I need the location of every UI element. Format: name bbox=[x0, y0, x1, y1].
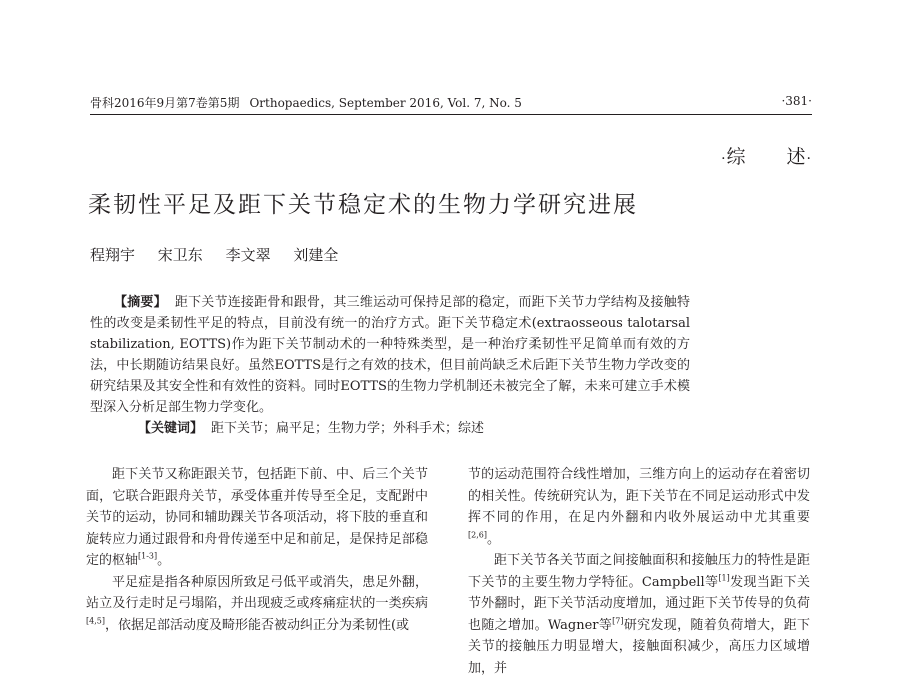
body-column-left bbox=[86, 464, 428, 636]
section-dot-left: · bbox=[721, 151, 727, 167]
citation-ref: [7] bbox=[612, 616, 624, 626]
keywords-text: 距下关节；扁平足；生物力学；外科手术；综述 bbox=[211, 421, 485, 436]
body-column-right bbox=[468, 464, 810, 679]
paragraph-text: 距下关节各关节面之间接触面积和接触压力的特性是距下关节的主要生物力学特征。Campbell等 bbox=[468, 553, 810, 590]
paragraph-text: 。 bbox=[486, 531, 500, 547]
page-number: ·381· bbox=[781, 94, 812, 108]
body-paragraph bbox=[468, 464, 810, 550]
author: 宋卫东 bbox=[157, 246, 203, 264]
keywords-label: 【关键词】 bbox=[138, 421, 204, 436]
body-paragraph bbox=[468, 550, 810, 679]
paragraph-text: 发现当距下关节外翻时，距下关节活动度增加，通过距下关节传导的负荷也随之增加。Wagner等 bbox=[468, 574, 810, 633]
paragraph-text: 平足症是指各种原因所致足弓低平或消失，患足外翻，站立及行走时足弓塌陷，并出现疲乏或疼痛症状的一类疾病 bbox=[86, 574, 428, 611]
author-list bbox=[90, 244, 356, 265]
section-label-first: 综 bbox=[726, 146, 747, 168]
body-paragraph bbox=[86, 572, 428, 637]
abstract-paragraph bbox=[90, 292, 690, 418]
citation-ref: [1-3] bbox=[138, 551, 158, 561]
paragraph-text: 。 bbox=[157, 553, 171, 568]
paragraph-text: 节的运动范围符合线性增加，三维方向上的运动存在着密切的相关性。传统研究认为，距下关节在不同足运动形式中发挥不同的作用，在足内外翻和内收外展运动中尤其重要 bbox=[468, 467, 810, 525]
journal-name-en: Orthopaedics, September 2016, Vol. 7, No. 5 bbox=[249, 96, 522, 110]
abstract-text: 距下关节连接距骨和跟骨，其三维运动可保持足部的稳定，而距下关节力学结构及接触特性的改变是柔韧性平足的特点，目前没有统一的治疗方式。距下关节稳定术(extraosseous talotarsal stabilization, EOTTS)作为距下关节制动术的一种特殊类型，是一种治疗柔韧性平足简单而有效的方法，中长期随访结果良好。虽然EOTTS是行之有效的技术，但目前尚缺乏术后距下关节生物力学改变的研究结果及其安全性和有效性的资料。同时EOTTS的生物力学机制还未被完全了解，未来可建立手术模型深入分析足部生物力学变化。 bbox=[90, 295, 690, 415]
citation-ref: [4,5] bbox=[86, 616, 105, 626]
section-label-second: 述 bbox=[786, 146, 807, 168]
section-label bbox=[721, 142, 812, 169]
body-paragraph bbox=[86, 464, 428, 572]
paragraph-text: 距下关节又称距跟关节，包括距下前、中、后三个关节面，它联合距跟舟关节，承受体重并传导至全足，支配跗中关节的运动，协同和辅助踝关节各项活动，将下肢的垂直和旋转应力通过跟骨和舟骨传递至中足和前足，是保持足部稳定的枢轴 bbox=[86, 467, 428, 568]
paragraph-text: ，依据足部活动度及畸形能否被动纠正分为柔韧性(或 bbox=[104, 617, 410, 633]
author: 程翔宇 bbox=[90, 246, 136, 264]
author: 刘建全 bbox=[293, 246, 339, 264]
author: 李文翠 bbox=[225, 246, 271, 264]
citation-ref: [2,6] bbox=[468, 530, 487, 540]
abstract-label: 【摘要】 bbox=[114, 295, 167, 310]
citation-ref: [1] bbox=[718, 573, 730, 583]
article-title: 柔韧性平足及距下关节稳定术的生物力学研究进展 bbox=[88, 192, 638, 218]
journal-citation bbox=[90, 94, 522, 111]
paragraph-text: 研究发现，随着负荷增大，距下关节的接触压力明显增大，接触面积减少，高压力区域增加，并 bbox=[468, 617, 810, 676]
section-dot-right: · bbox=[806, 151, 812, 167]
abstract-block bbox=[90, 292, 690, 439]
keywords-line bbox=[90, 418, 690, 439]
header-rule bbox=[90, 114, 812, 115]
journal-name-cn: 骨科2016年9月第7卷第5期 bbox=[90, 96, 240, 110]
